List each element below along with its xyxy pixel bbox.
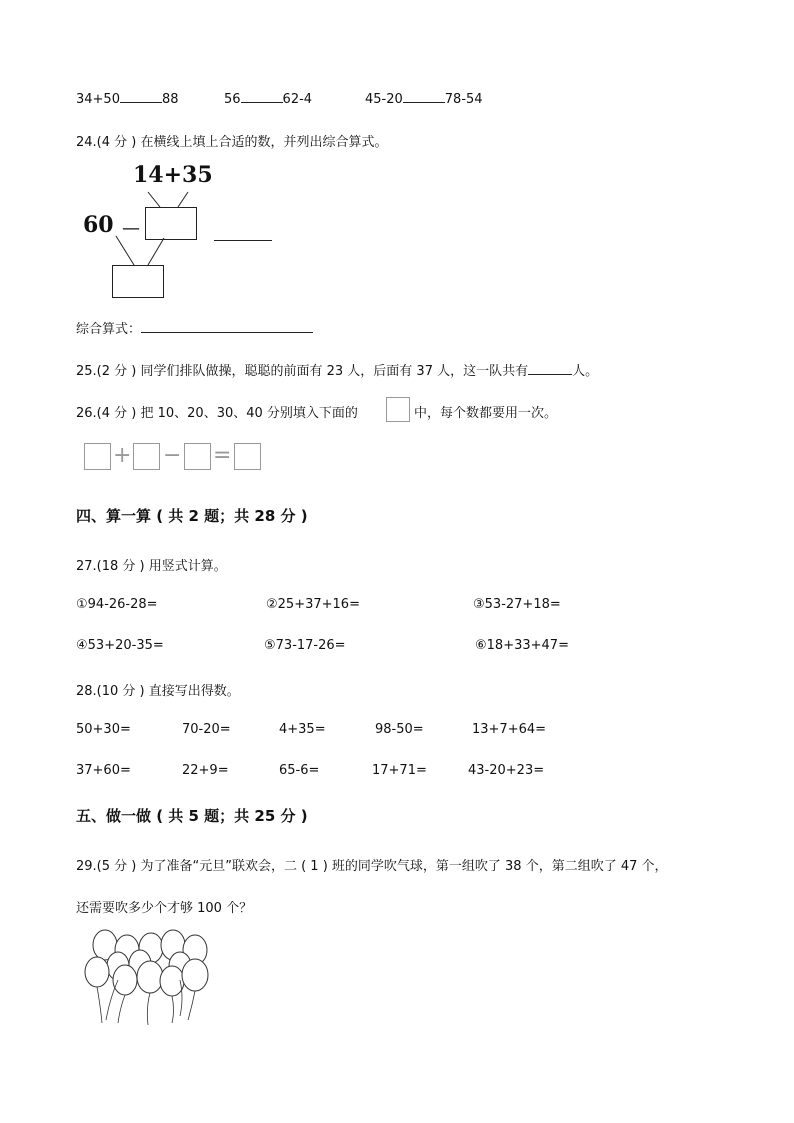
q26-box-3[interactable] xyxy=(184,443,211,470)
compare-row xyxy=(224,90,312,107)
compare-right: 78-54 xyxy=(444,92,483,107)
q25-text: 25.(2 分 ) 同学们排队做操，聪聪的前面有 23 人，后面有 37 人，这一队共有 xyxy=(76,364,529,379)
answer-blank[interactable] xyxy=(403,90,445,103)
item-mark: ⑥ xyxy=(475,638,487,653)
plus-sign: + xyxy=(113,443,132,468)
q28-expr: 98-50= xyxy=(375,722,424,737)
minus-sign: − xyxy=(163,443,182,468)
item-expression: 73-17-26= xyxy=(275,638,346,653)
q27-item-6 xyxy=(475,638,569,653)
q26-text-after: 中，每个数都要用一次。 xyxy=(414,406,558,421)
q28-expr: 43-20+23= xyxy=(468,763,545,778)
q25-answer-blank[interactable] xyxy=(528,362,572,375)
item-expression: 94-26-28= xyxy=(87,597,158,612)
item-mark: ⑤ xyxy=(264,638,276,653)
compare-left: 56 xyxy=(224,92,241,107)
compare-right: 62-4 xyxy=(282,92,313,107)
q26-inline-box xyxy=(386,397,410,422)
q28-expr: 13+7+64= xyxy=(472,722,547,737)
section-5-heading: 五、做一做 ( 共 5 题；共 25 分 ) xyxy=(76,807,308,825)
q24-formula-label: 综合算式： xyxy=(76,322,142,337)
q26-box-1[interactable] xyxy=(84,443,111,470)
q25-line xyxy=(76,360,598,379)
item-expression: 18+33+47= xyxy=(486,638,569,653)
q27-item-3 xyxy=(473,597,561,612)
q26-box-2[interactable] xyxy=(133,443,160,470)
q24-answer-blank[interactable] xyxy=(214,240,272,241)
q24-minus-sign: — xyxy=(122,218,140,239)
compare-left: 34+50 xyxy=(76,92,120,107)
q28-expr: 50+30= xyxy=(76,722,131,737)
item-expression: 53-27+18= xyxy=(484,597,561,612)
compare-row xyxy=(365,90,483,107)
q26-box-4[interactable] xyxy=(234,443,261,470)
equals-sign: = xyxy=(213,443,232,468)
q28-title: 28.(10 分 ) 直接写出得数。 xyxy=(76,684,240,699)
q27-item-4 xyxy=(76,638,164,653)
q28-expr: 65-6= xyxy=(279,763,320,778)
q28-expr: 37+60= xyxy=(76,763,131,778)
balloons-illustration xyxy=(80,928,225,1028)
q27-item-2 xyxy=(266,597,360,612)
answer-blank[interactable] xyxy=(120,90,162,103)
section-4-heading: 四、算一算 ( 共 2 题；共 28 分 ) xyxy=(76,507,308,525)
q28-expr: 4+35= xyxy=(279,722,326,737)
q24-left-number: 60 xyxy=(83,212,114,238)
q27-title: 27.(18 分 ) 用竖式计算。 xyxy=(76,559,227,574)
q29-line-2: 还需要吹多少个才够 100 个？ xyxy=(76,901,253,916)
q28-expr: 17+71= xyxy=(372,763,427,778)
q25-text-after: 人。 xyxy=(572,364,599,379)
item-mark: ④ xyxy=(76,638,88,653)
q24-title: 24.(4 分 ) 在横线上填上合适的数，并列出综合算式。 xyxy=(76,135,388,150)
compare-right: 88 xyxy=(161,92,179,107)
q28-expr: 22+9= xyxy=(182,763,229,778)
compare-left: 45-20 xyxy=(365,92,403,107)
item-mark: ① xyxy=(76,597,88,612)
item-mark: ③ xyxy=(473,597,485,612)
item-expression: 25+37+16= xyxy=(277,597,360,612)
item-expression: 53+20-35= xyxy=(87,638,164,653)
compare-row xyxy=(76,90,179,107)
answer-blank[interactable] xyxy=(241,90,283,103)
q29-line-1: 29.(5 分 ) 为了准备“元旦”联欢会，二 ( 1 ) 班的同学吹气球，第一组吹了 38 个，第二组吹了 47 个， xyxy=(76,859,668,874)
q28-expr: 70-20= xyxy=(182,722,231,737)
q27-item-5 xyxy=(264,638,346,653)
q24-formula-blank[interactable] xyxy=(141,320,313,333)
q27-item-1 xyxy=(76,597,158,612)
q24-top-expression: 14+35 xyxy=(133,162,213,188)
q24-formula-line xyxy=(76,318,313,337)
q26-text: 26.(4 分 ) 把 10、20、30、40 分别填入下面的 xyxy=(76,406,358,421)
q24-connector-lines xyxy=(100,180,210,270)
item-mark: ② xyxy=(266,597,278,612)
